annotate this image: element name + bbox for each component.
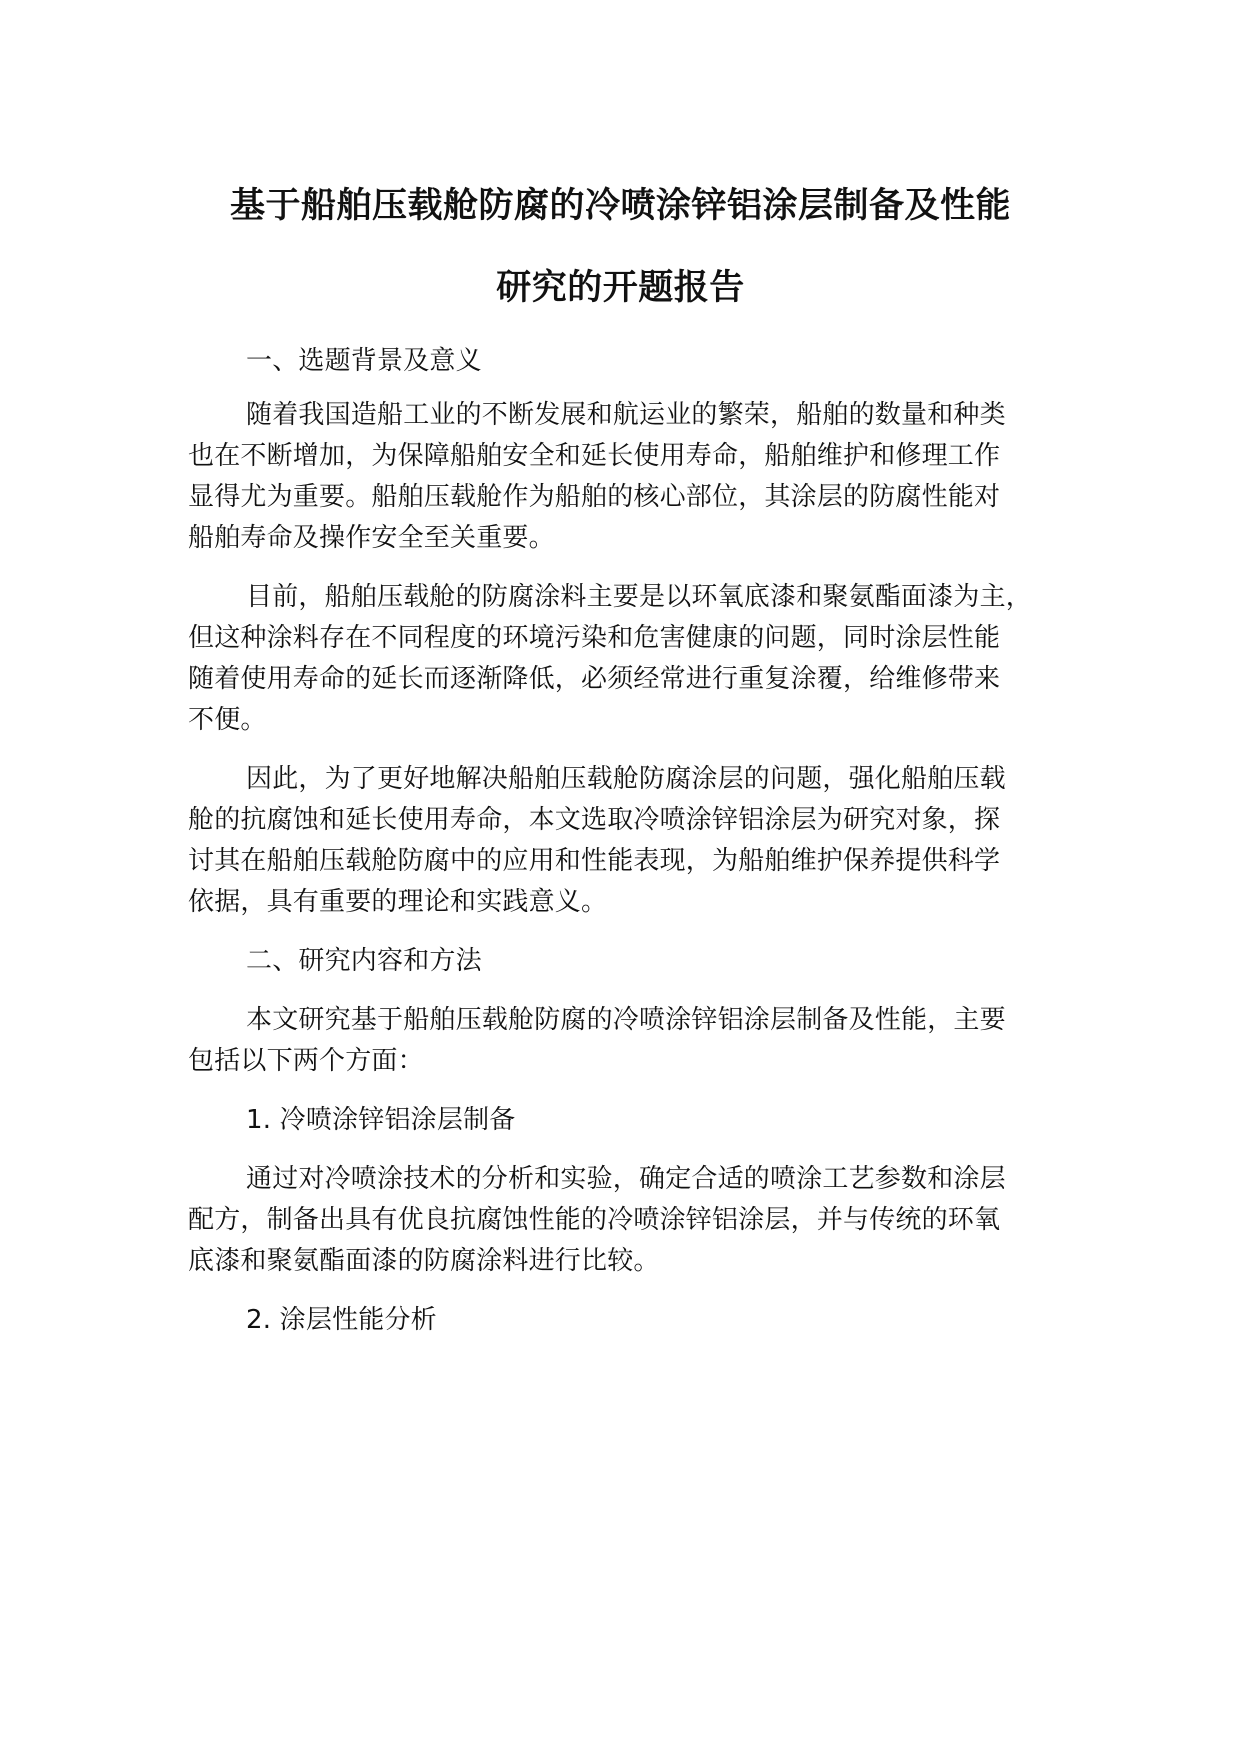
section-heading-methods: 二、研究内容和方法: [246, 946, 482, 976]
paragraph-line: 随着我国造船工业的不断发展和航运业的繁荣，船舶的数量和种类: [246, 400, 1006, 430]
paragraph-line: 底漆和聚氨酯面漆的防腐涂料进行比较。: [188, 1246, 660, 1276]
section-heading-background: 一、选题背景及意义: [246, 346, 482, 376]
paragraph-line: 讨其在船舶压载舱防腐中的应用和性能表现，为船舶维护保养提供科学: [188, 846, 1001, 876]
paragraph-line: 船舶寿命及操作安全至关重要。: [188, 523, 555, 553]
paragraph-line: 依据，具有重要的理论和实践意义。: [188, 887, 608, 917]
document-title-line-1: 基于船舶压载舱防腐的冷喷涂锌铝涂层制备及性能: [229, 186, 1011, 226]
paragraph-line: 包括以下两个方面：: [188, 1046, 424, 1076]
paragraph-line: 本文研究基于船舶压载舱防腐的冷喷涂锌铝涂层制备及性能，主要: [246, 1005, 1006, 1035]
document-title-line-2: 研究的开题报告: [496, 268, 745, 308]
paragraph-line: 目前，船舶压载舱的防腐涂料主要是以环氧底漆和聚氨酯面漆为主，: [246, 582, 1033, 612]
paragraph-line: 舱的抗腐蚀和延长使用寿命，本文选取冷喷涂锌铝涂层为研究对象，探: [188, 805, 1001, 835]
paragraph-line: 不便。: [188, 705, 267, 735]
subsection-heading-2: 2. 涂层性能分析: [246, 1305, 437, 1335]
paragraph-line: 通过对冷喷涂技术的分析和实验，确定合适的喷涂工艺参数和涂层: [246, 1164, 1006, 1194]
subsection-heading-1: 1. 冷喷涂锌铝涂层制备: [246, 1105, 516, 1135]
paragraph-line: 也在不断增加，为保障船舶安全和延长使用寿命，船舶维护和修理工作: [188, 441, 1001, 471]
paragraph-line: 显得尤为重要。船舶压载舱作为船舶的核心部位，其涂层的防腐性能对: [188, 482, 1001, 512]
paragraph-line: 随着使用寿命的延长而逐渐降低，必须经常进行重复涂覆，给维修带来: [188, 664, 1001, 694]
paragraph-line: 配方，制备出具有优良抗腐蚀性能的冷喷涂锌铝涂层，并与传统的环氧: [188, 1205, 1001, 1235]
paragraph-line: 但这种涂料存在不同程度的环境污染和危害健康的问题，同时涂层性能: [188, 623, 1001, 653]
paragraph-line: 因此，为了更好地解决船舶压载舱防腐涂层的问题，强化船舶压载: [246, 764, 1006, 794]
